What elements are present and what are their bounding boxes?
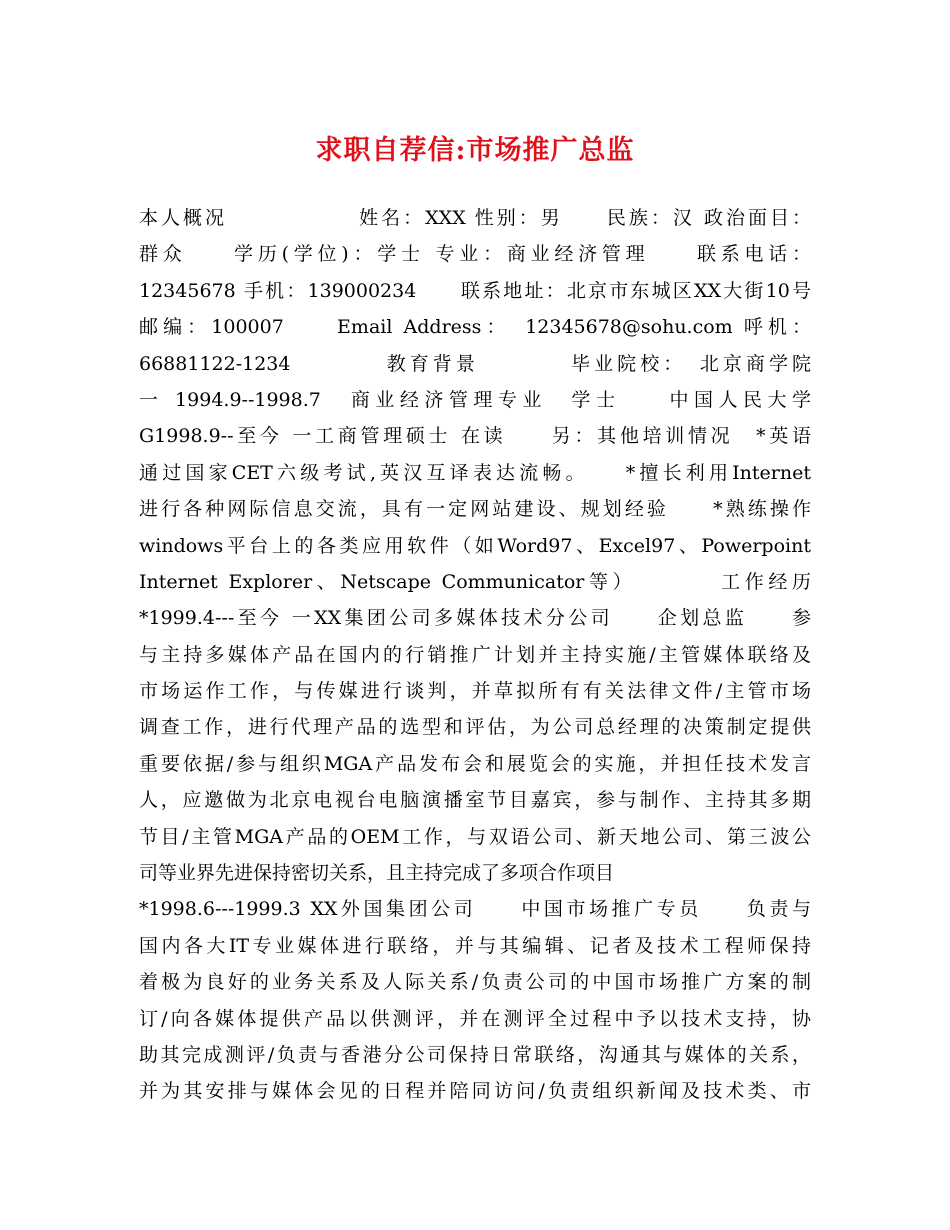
body-line: 重要依据/参与组织MGA产品发布会和展览会的实施，并担任技术发言 [139,752,811,775]
body-line: 与主持多媒体产品在国内的行销推广计划并主持实施/主管媒体联络及 [139,643,811,666]
document-body [139,200,811,1110]
body-line: 人，应邀做为北京电视台电脑演播室节目嘉宾，参与制作、主持其多期 [139,789,811,812]
body-line: 并为其安排与媒体会见的日程并陪同访问/负责组织新闻及技术类、市 [139,1080,811,1103]
body-line: 12345678 手机：139000234 联系地址：北京市东城区XX大街10号 [139,279,811,302]
body-line: 司等业界先进保持密切关系，且主持完成了多项合作项目 [139,862,615,885]
page-title: 求职自荐信:市场推广总监 [315,135,635,166]
body-line: 通过国家CET六级考试,英汉互译表达流畅。 *擅长利用Internet [139,461,811,484]
body-line: 市场运作工作，与传媒进行谈判，并草拟所有有关法律文件/主管市场 [139,680,811,703]
body-line: 调查工作，进行代理产品的选型和评估，为公司总经理的决策制定提供 [139,716,811,739]
body-line: 邮编：100007 Email Address： 12345678@sohu.com 呼机： [139,316,811,339]
body-line: 进行各种网际信息交流，具有一定网站建设、规划经验 *熟练操作 [139,498,811,521]
body-line: Internet Explorer、Netscape Communicator等） 工作经历 [139,570,811,593]
body-line: windows平台上的各类应用软件（如Word97、Excel97、Powerpoint [139,534,811,557]
body-line: 国内各大IT专业媒体进行联络，并与其编辑、记者及技术工程师保持 [139,934,811,957]
body-line: 66881122-1234 教育背景 毕业院校： 北京商学院 [139,352,811,375]
body-line: 一 1994.9--1998.7 商业经济管理专业 学士 中国人民大学 [139,388,811,411]
body-line: 节目/主管MGA产品的OEM工作，与双语公司、新天地公司、第三波公 [139,825,811,848]
body-line: 着极为良好的业务关系及人际关系/负责公司的中国市场推广方案的制 [139,971,811,994]
body-line: *1998.6---1999.3 XX外国集团公司 中国市场推广专员 负责与 [139,898,811,921]
body-line: G1998.9--至今 一工商管理硕士 在读 另：其他培训情况 *英语 [139,425,811,448]
body-line: 助其完成测评/负责与香港分公司保持日常联络，沟通其与媒体的关系， [139,1043,811,1066]
body-line: 订/向各媒体提供产品以供测评，并在测评全过程中予以技术支持，协 [139,1007,811,1030]
body-line: 群众 学历(学位)：学士 专业：商业经济管理 联系电话： [139,243,811,266]
body-line: 本人概况 姓名：XXX 性别：男 民族：汉 政治面目： [139,207,811,229]
body-line: *1999.4---至今 一XX集团公司多媒体技术分公司 企划总监 参 [139,607,811,630]
